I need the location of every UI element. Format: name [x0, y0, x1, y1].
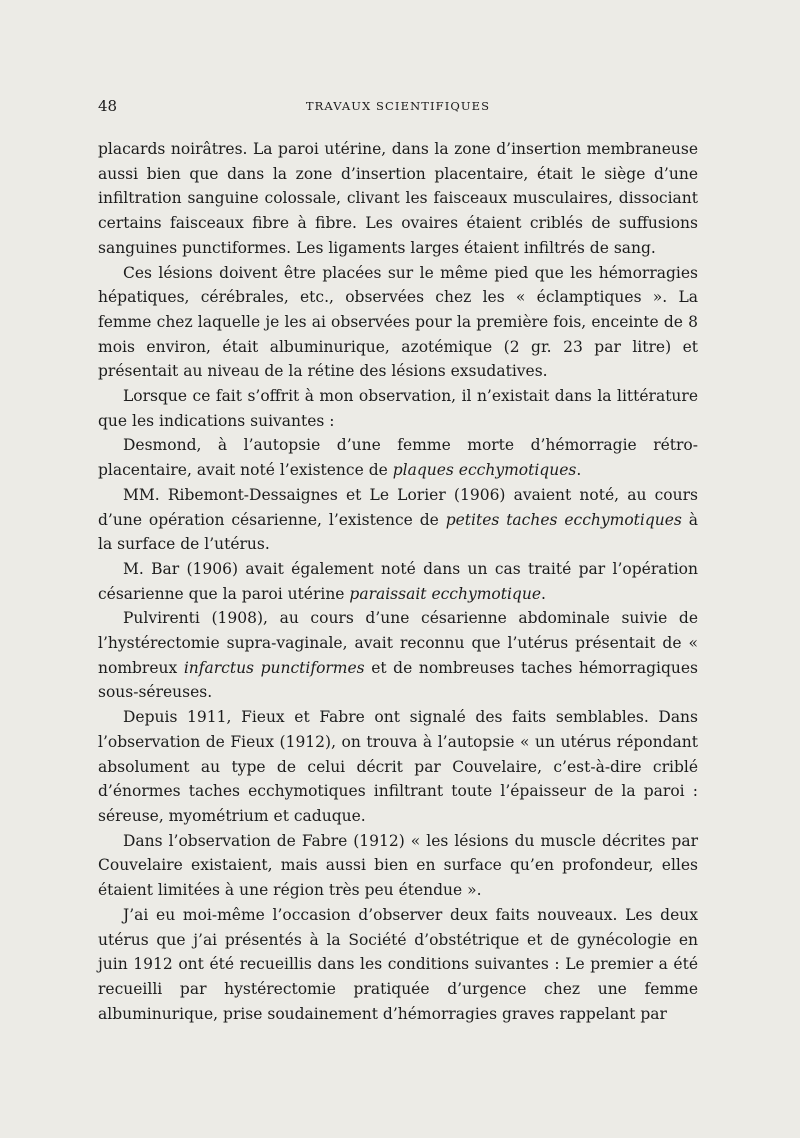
paragraph: [98, 829, 698, 903]
text-run: Desmond, à l’autopsie d’une femme morte d’hémorragie rétro-placentaire, avait noté l’existence de: [98, 436, 698, 480]
paragraph: [98, 606, 698, 705]
page-header: [98, 97, 698, 121]
paragraph: [98, 483, 698, 557]
italic-phrase: infarctus punctiformes: [183, 658, 365, 677]
paragraph: [98, 137, 698, 261]
text-run: .: [541, 584, 546, 603]
italic-phrase: petites taches ecchymotiques: [445, 510, 682, 529]
paragraph: [98, 705, 698, 829]
paragraph: [98, 261, 698, 385]
paragraph: [98, 557, 698, 606]
italic-phrase: paraissait ecchymotique: [349, 584, 542, 603]
text-run: J’ai eu moi-même l’occasion d’observer deux faits nouveaux. Les deux utérus que j’ai présentés à la Société d’obstétrique et de gynécologie en juin 1912 ont été recueillis dans les conditions suivantes : Le premier a été recueilli par hystérectomie pratiquée d’urgence chez une femme albuminurique, prise soudainement d’hémorragies graves rappelant par: [98, 905, 698, 1023]
text-run: Pulvirenti (1908), au cours d’une césarienne abdominale suivie de l’hystérectomie supra-vaginale, avait reconnu que l’utérus présentait de « nombreux: [98, 609, 698, 677]
text-run: Dans l’observation de Fabre (1912) « les lésions du muscle décrites par Couvelaire existaient, mais aussi bien en surface qu’en profondeur, elles étaient limitées à une région très peu étendue ».: [98, 831, 698, 900]
body-text: [98, 137, 698, 1026]
text-run: M. Bar (1906) avait également noté dans un cas traité par l’opération césarienne que la paroi utérine: [98, 559, 698, 603]
text-run: MM. Ribemont-Dessaignes et Le Lorier (1906) avaient noté, au cours d’une opération césarienne, l’existence de: [98, 485, 698, 529]
text-run: Ces lésions doivent être placées sur le même pied que les hémorragies hépatiques, cérébrales, etc., observées chez les « éclamptiques ». La femme chez laquelle je les ai observées pour la première fois, enceinte de 8 mois environ, était albuminurique, azotémique (2 gr. 23 par litre) et présentait au niveau de la rétine des lésions exsudatives.: [98, 263, 698, 381]
text-run: Lorsque ce fait s’offrit à mon observation, il n’existait dans la littérature que les indications suivantes :: [98, 387, 698, 430]
text-run: .: [576, 461, 582, 480]
page-number: 48: [98, 97, 118, 115]
paragraph: [98, 903, 698, 1027]
text-run: et de nombreuses taches hémorragiques sous-séreuses.: [98, 658, 698, 702]
running-title: TRAVAUX SCIENTIFIQUES: [305, 99, 491, 113]
text-run: placards noirâtres. La paroi utérine, dans la zone d’insertion membraneuse aussi bien que dans la zone d’insertion placentaire, était le siège d’une infiltration sanguine colossale, clivant les faisceaux musculaires, dissociant certains faisceaux fibre à fibre. Les ovaires étaient criblés de suffusions sanguines punctiformes. Les ligaments larges étaient infiltrés de sang.: [98, 140, 698, 257]
text-run: Depuis 1911, Fieux et Fabre ont signalé des faits semblables. Dans l’observation de Fieux (1912), on trouva à l’autopsie « un utérus répondant absolument au type de celui décrit par Couvelaire, c’est-à-dire criblé d’énormes taches ecchymotiques infiltrant toute l’épaisseur de la paroi : séreuse, myométrium et caduque.: [98, 708, 698, 825]
paragraph: [98, 384, 698, 433]
text-run: à la surface de l’utérus.: [98, 510, 698, 554]
paragraph: [98, 433, 698, 482]
italic-phrase: plaques ecchymotiques: [392, 461, 577, 480]
